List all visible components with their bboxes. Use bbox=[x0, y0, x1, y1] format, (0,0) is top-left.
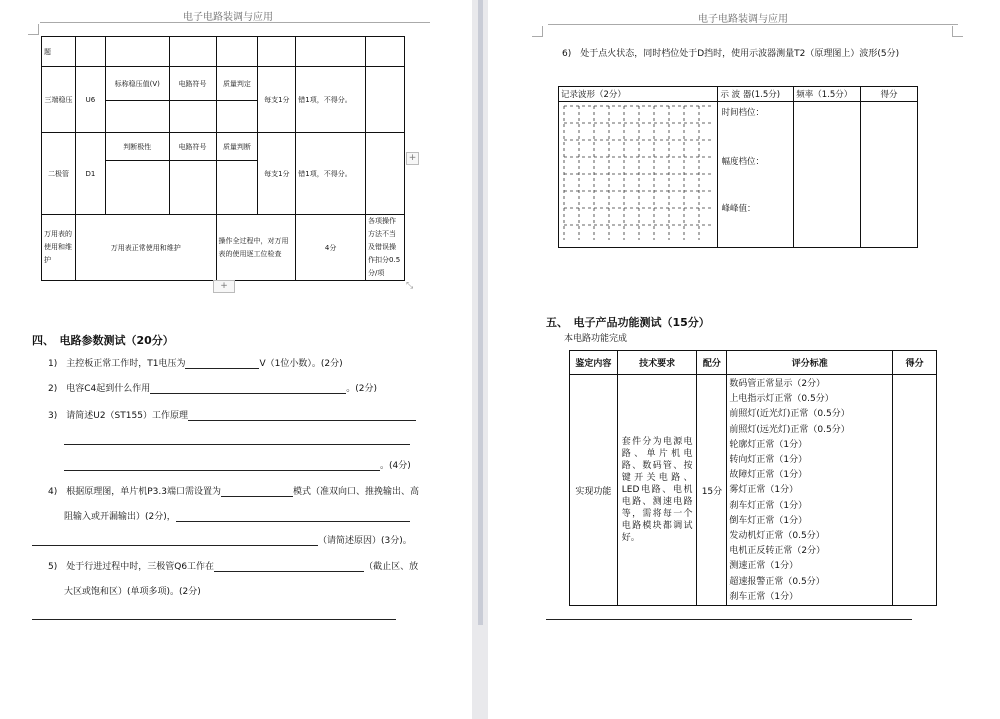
section-title-4: 四、 电路参数测试（20分） bbox=[32, 334, 174, 347]
right-page bbox=[488, 0, 1000, 719]
question-4-line-2 bbox=[64, 509, 410, 522]
section-5-subtitle: 本电路功能完成 bbox=[564, 334, 628, 344]
table-cell-score: 每支1分 bbox=[258, 133, 296, 215]
criteria-item: 超速报警正常（0.5分） bbox=[729, 576, 825, 587]
table-cell-item: 万用表的使用和维护 bbox=[42, 215, 76, 281]
func-points-cell: 15分 bbox=[697, 375, 727, 606]
criteria-item: 电机正反转正常（2分） bbox=[729, 546, 826, 557]
criteria-item: 刹车正常（1分） bbox=[729, 591, 799, 602]
table-subheader: 质量判定 bbox=[216, 67, 258, 101]
func-score-cell[interactable] bbox=[893, 375, 937, 606]
question-2-suffix: 。(2分) bbox=[346, 384, 377, 394]
criteria-item: 倒车灯正常（1分） bbox=[729, 515, 808, 526]
criteria-item: 前照灯(近光灯)正常（0.5分） bbox=[729, 409, 850, 420]
answer-blank[interactable] bbox=[188, 410, 416, 421]
amplitude-range-label: 幅度档位： bbox=[721, 157, 764, 167]
table-cell-code: U6 bbox=[75, 67, 105, 133]
question-1-text: 1) 主控板正常工作时，T1电压为 bbox=[48, 359, 186, 369]
criteria-item: 故障灯正常（1分） bbox=[729, 470, 808, 481]
right-page-header: 电子电路装调与应用 bbox=[698, 14, 788, 25]
answer-blank[interactable] bbox=[185, 358, 259, 369]
table-cell-top-label: 题 bbox=[42, 37, 76, 67]
question-5-line-2: 大区或饱和区）(单项多项)。(2分) bbox=[64, 587, 201, 597]
criteria-item: 数码管正常显示（2分） bbox=[729, 379, 826, 389]
waveform-grid-cell[interactable] bbox=[559, 102, 718, 248]
osc-header-waveform: 记录波形（2分） bbox=[559, 87, 718, 102]
osc-header-scope: 示 波 器(1.5分) bbox=[718, 87, 794, 102]
question-3-text: 3) 请简述U2（ST155）工作原理 bbox=[48, 411, 188, 421]
table-cell-rule: 错1项，不得分。 bbox=[296, 67, 366, 133]
answer-blank[interactable] bbox=[221, 486, 293, 497]
question-3-line-3 bbox=[64, 458, 411, 471]
func-header-points: 配分 bbox=[697, 351, 727, 375]
func-criteria-cell bbox=[727, 375, 893, 606]
func-header-criteria: 评分标准 bbox=[727, 351, 893, 375]
left-page-header: 电子电路装调与应用 bbox=[183, 12, 273, 23]
table-cell-desc: 万用表正常使用和维护 bbox=[75, 215, 216, 281]
left-page-bottom-rule bbox=[32, 619, 396, 620]
criteria-item: 刹车灯正常（1分） bbox=[729, 500, 808, 511]
peak-to-peak-label: 峰峰值： bbox=[721, 204, 756, 214]
criteria-item: 上电指示灯正常（0.5分） bbox=[729, 394, 834, 405]
question-5-options: （截止区、放 bbox=[364, 562, 419, 572]
table-cell-rule: 错1项，不得分。 bbox=[296, 133, 366, 215]
frequency-cell[interactable] bbox=[794, 102, 861, 248]
left-header-rule bbox=[40, 22, 430, 23]
osc-header-frequency: 频率（1.5分） bbox=[794, 87, 861, 102]
func-requirement-cell: 套件分为电源电路、单片机电路、数码管、按键开关电路、LED电路、电机电路、测速电路等，需将每一个电路模块都调试好。 bbox=[617, 375, 697, 606]
func-header-content: 鉴定内容 bbox=[570, 351, 618, 375]
question-4-suffix: （请简述原因）(3分)。 bbox=[318, 536, 412, 546]
time-range-label: 时间档位： bbox=[721, 108, 764, 118]
right-margin-corner-left bbox=[532, 26, 543, 37]
table-cell-rule: 各项操作方法不当及错误操作扣分0.5分/项 bbox=[366, 215, 405, 281]
table-resize-handle-icon[interactable]: ⤡ bbox=[406, 281, 414, 291]
criteria-item: 发动机灯正常（0.5分） bbox=[729, 531, 825, 542]
criteria-item: 轮廓灯正常（1分） bbox=[729, 439, 808, 450]
question-5 bbox=[48, 559, 418, 572]
question-3 bbox=[48, 408, 416, 421]
table-cell-score: 每支1分 bbox=[258, 67, 296, 133]
section-title-5: 五、 电子产品功能测试（15分） bbox=[546, 316, 710, 329]
question-1 bbox=[48, 356, 343, 369]
table-cell-check: 操作全过程中，对万用表的使用逐工位检查 bbox=[216, 215, 296, 281]
table-subheader: 电路符号 bbox=[169, 67, 216, 101]
oscilloscope-table bbox=[558, 86, 918, 248]
table-cell-item: 二极管 bbox=[42, 133, 76, 215]
table-subheader: 电路符号 bbox=[169, 133, 216, 161]
table-cell-score: 4分 bbox=[296, 215, 366, 281]
osc-header-score: 得分 bbox=[861, 87, 918, 102]
question-4-text: 4) 根据原理图，单片机P3.3端口需设置为 bbox=[48, 487, 221, 497]
function-test-table bbox=[569, 350, 937, 606]
waveform-dashed-grid bbox=[562, 104, 712, 240]
question-4-line-3 bbox=[32, 533, 412, 546]
table-cell-code: D1 bbox=[75, 133, 105, 215]
criteria-item: 前照灯(远光灯)正常（0.5分） bbox=[729, 424, 850, 435]
question-2-text: 2) 电容C4起到什么作用 bbox=[48, 384, 151, 394]
question-1-suffix: V（1位小数）。(2分) bbox=[259, 359, 343, 369]
osc-score-cell[interactable] bbox=[861, 102, 918, 248]
scope-settings-cell[interactable] bbox=[718, 102, 794, 248]
answer-blank[interactable] bbox=[214, 561, 364, 572]
right-page-bottom-rule bbox=[546, 619, 912, 620]
criteria-item: 雾灯正常（1分） bbox=[729, 485, 799, 496]
answer-blank[interactable] bbox=[32, 535, 318, 546]
table-cell-item: 三端稳压 bbox=[42, 67, 76, 133]
right-margin-corner-right bbox=[952, 26, 963, 37]
left-margin-corner bbox=[28, 24, 39, 35]
criteria-item: 测速正常（1分） bbox=[729, 561, 799, 572]
question-2 bbox=[48, 381, 377, 394]
table-subheader: 判断极性 bbox=[105, 133, 169, 161]
question-4-text-2: 阻输入或开漏输出）(2分)， bbox=[64, 512, 176, 522]
answer-blank[interactable] bbox=[150, 383, 346, 394]
answer-blank[interactable] bbox=[176, 511, 410, 522]
right-header-rule bbox=[548, 24, 958, 25]
answer-blank[interactable] bbox=[64, 460, 380, 471]
criteria-item: 转向灯正常（1分） bbox=[729, 455, 808, 466]
question-4-options: 模式（准双向口、推挽输出、高 bbox=[292, 487, 419, 497]
table-subheader: 质量判断 bbox=[216, 133, 258, 161]
answer-line[interactable] bbox=[64, 444, 410, 445]
question-4 bbox=[48, 484, 419, 497]
question-5-text: 5) 处于行进过程中时，三极管Q6工作在 bbox=[48, 562, 215, 572]
func-content-cell: 实现功能 bbox=[570, 375, 618, 606]
component-table bbox=[41, 36, 405, 281]
scrollbar[interactable] bbox=[478, 0, 483, 625]
add-column-button[interactable]: + bbox=[406, 152, 419, 165]
func-header-requirement: 技术要求 bbox=[617, 351, 697, 375]
func-header-score: 得分 bbox=[893, 351, 937, 375]
add-row-button[interactable]: + bbox=[213, 280, 235, 293]
table-subheader: 标称稳压值(V) bbox=[105, 67, 169, 101]
question-3-suffix: 。(4分) bbox=[380, 461, 411, 471]
question-6: 6) 处于点火状态，同时档位处于D挡时，使用示波器测量T2（原理图上）波形(5分) bbox=[562, 49, 900, 59]
left-page bbox=[0, 0, 472, 719]
